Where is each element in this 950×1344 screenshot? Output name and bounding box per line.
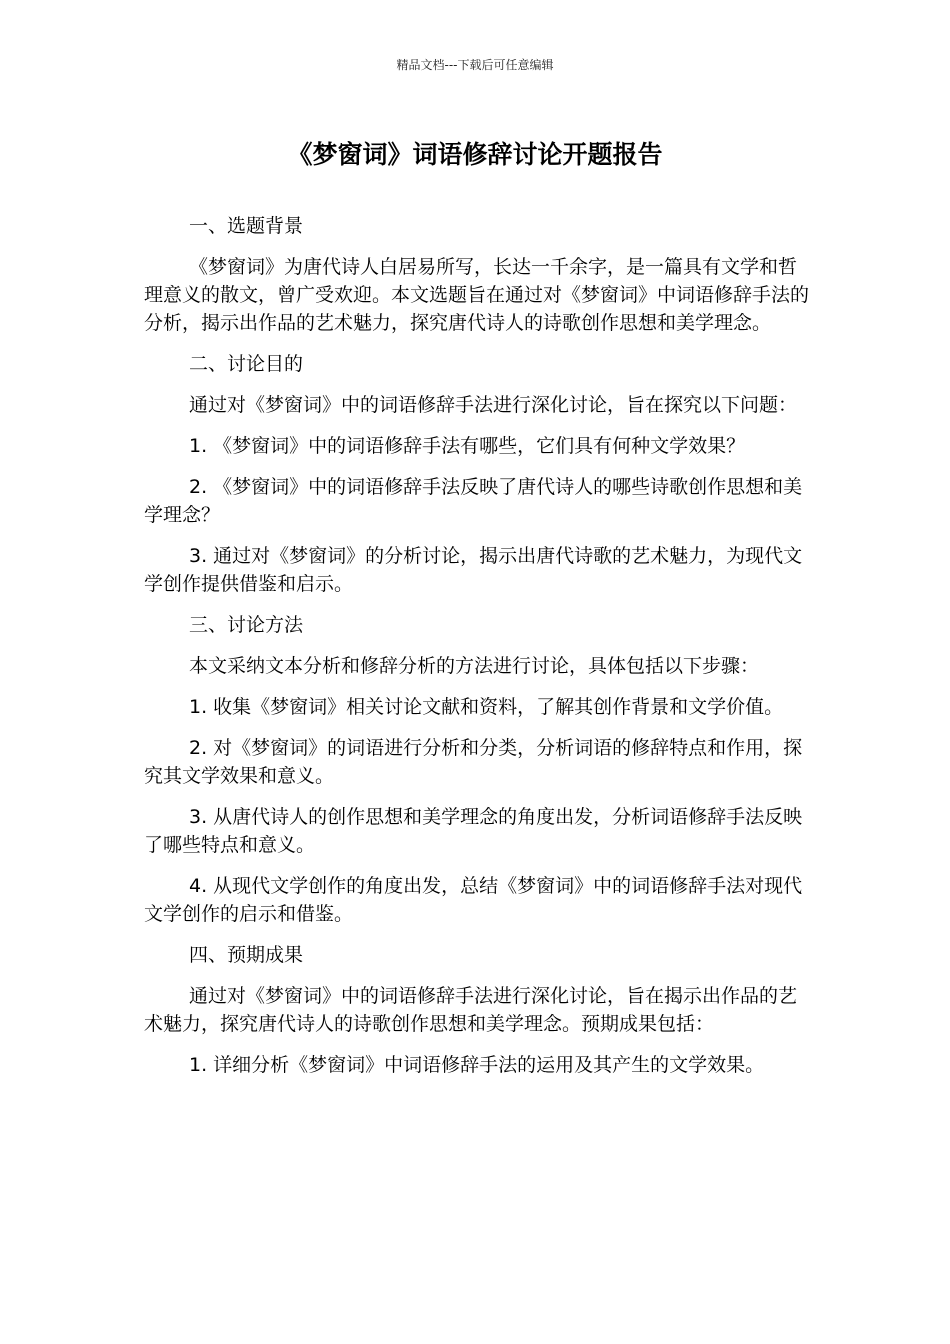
document-body: [144, 212, 810, 1092]
header-note: 精品文档---下载后可任意编辑: [396, 58, 554, 72]
document-title: 《梦窗词》词语修辞讨论开题报告: [287, 140, 663, 169]
list-item-purpose-2: 2. 《梦窗词》中的词语修辞手法反映了唐代诗人的哪些诗歌创作思想和美学理念？: [144, 476, 803, 526]
list-item-method-4: 4. 从现代文学创作的角度出发，总结《梦窗词》中的词语修辞手法对现代文学创作的启示和借鉴。: [144, 875, 803, 925]
section-heading-purpose: 二、讨论目的: [189, 353, 304, 375]
paragraph-outcomes-intro: 通过对《梦窗词》中的词语修辞手法进行深化讨论，旨在揭示出作品的艺术魅力，探究唐代诗人的诗歌创作思想和美学理念。预期成果包括：: [144, 985, 798, 1035]
paragraph-purpose-intro: 通过对《梦窗词》中的词语修辞手法进行深化讨论，旨在探究以下问题：: [189, 394, 798, 416]
section-heading-method: 三、讨论方法: [189, 614, 304, 636]
list-item-method-3: 3. 从唐代诗人的创作思想和美学理念的角度出发，分析词语修辞手法反映了哪些特点和意义。: [144, 806, 803, 856]
section-heading-background: 一、选题背景: [189, 215, 304, 237]
section-heading-outcomes: 四、预期成果: [189, 944, 304, 966]
paragraph-method-intro: 本文采纳文本分析和修辞分析的方法进行讨论，具体包括以下步骤：: [189, 655, 760, 677]
list-item-method-1: 1. 收集《梦窗词》相关讨论文献和资料，了解其创作背景和文学价值。: [189, 696, 784, 718]
list-item-method-2: 2. 对《梦窗词》的词语进行分析和分类，分析词语的修辞特点和作用，探究其文学效果和意义。: [144, 737, 803, 787]
list-item-purpose-3: 3. 通过对《梦窗词》的分析讨论，揭示出唐代诗歌的艺术魅力，为现代文学创作提供借鉴和启示。: [144, 545, 803, 595]
list-item-purpose-1: 1. 《梦窗词》中的词语修辞手法有哪些，它们具有何种文学效果？: [189, 435, 746, 457]
paragraph-background: 《梦窗词》为唐代诗人白居易所写，长达一千余字，是一篇具有文学和哲理意义的散文，曾广受欢迎。本文选题旨在通过对《梦窗词》中词语修辞手法的分析，揭示出作品的艺术魅力，探究唐代诗人的诗歌创作思想和美学理念。: [144, 256, 810, 334]
list-item-outcome-1: 1. 详细分析《梦窗词》中词语修辞手法的运用及其产生的文学效果。: [189, 1054, 765, 1076]
